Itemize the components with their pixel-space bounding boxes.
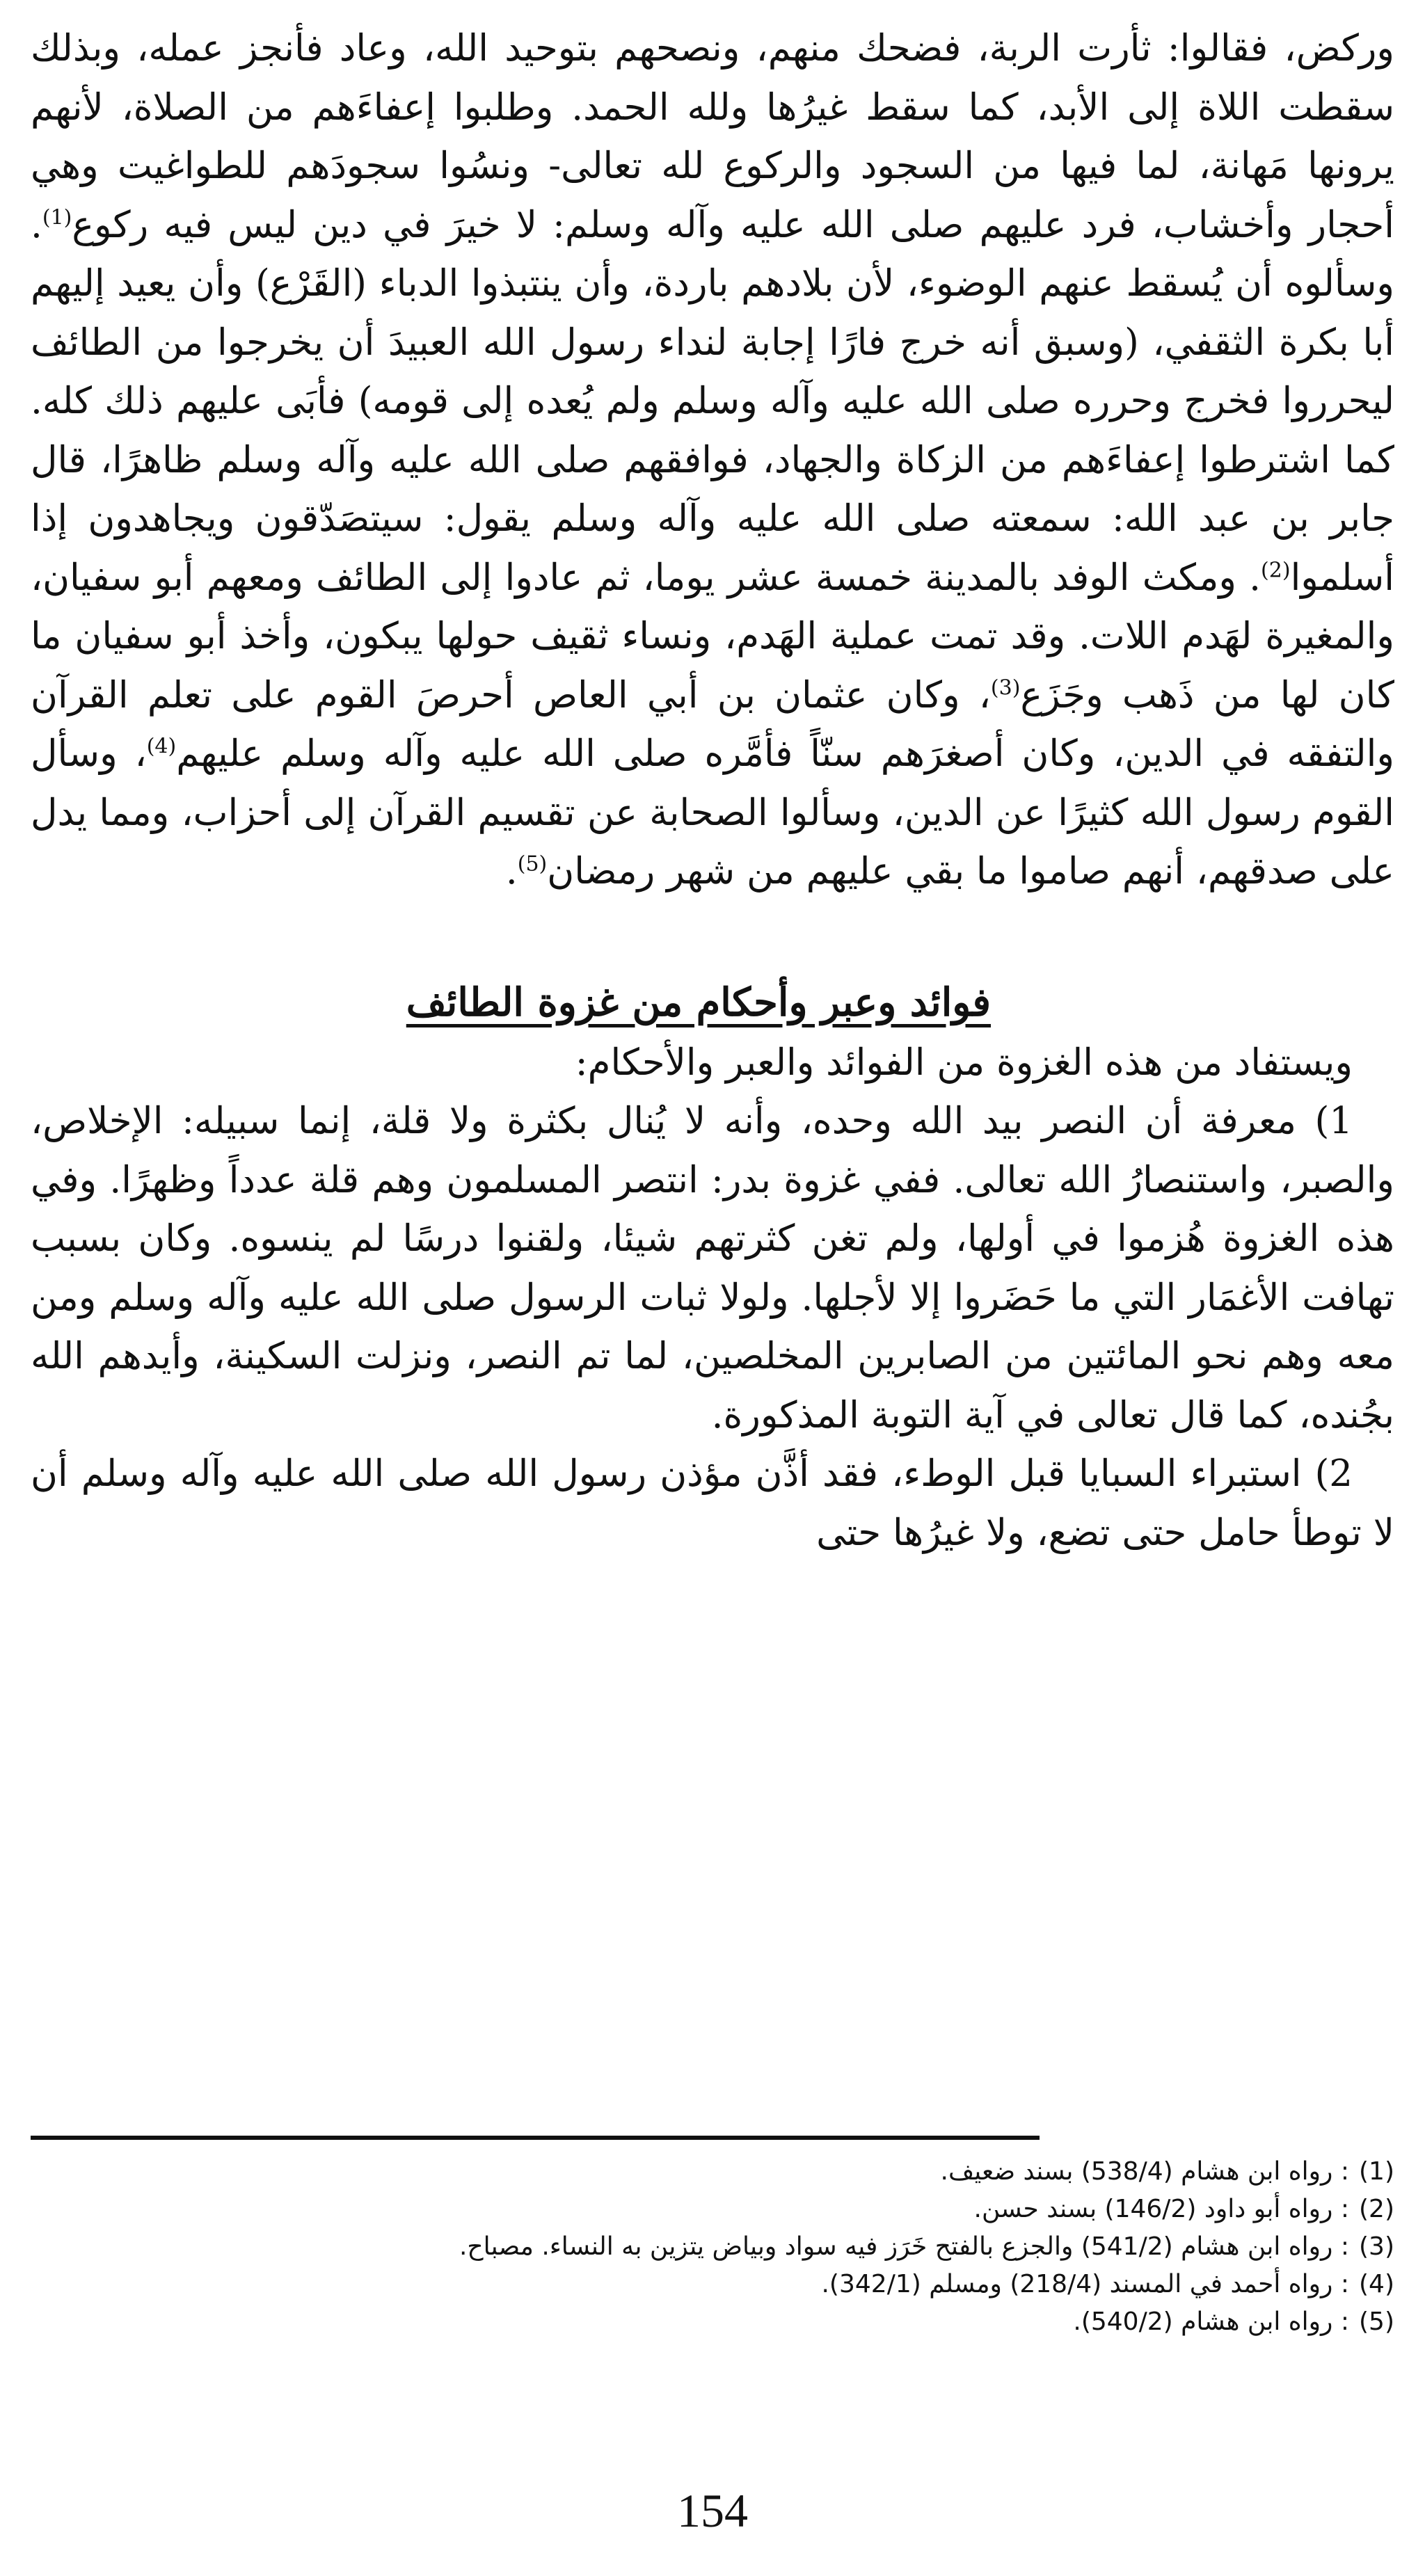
benefit-item-1: 1) معرفة أن النصر بيد الله وحده، وأنه لا يُنال بكثرة ولا قلة، إنما سبيله: الإخلاص، والصبر، واستنصارُ الله تعالى. ففي غزوة بدر: انتصر المسلمون وهم قلة عدداً وظهرًا. وفي هذه الغزوة هُزموا في أولها، ولم تغن كثرتهم شيئا، ولقنوا درسًا لم ينسوه. وكان بسبب تهافت الأغمَار التي ما حَضَروا إلا لأجلها. ولولا ثبات الرسول صلى الله عليه وآله وسلم ومن معه وهم نحو المائتين من الصابرين المخلصين، لما تم النصر، ونزلت السكينة، وأيدهم الله بجُنده، كما قال تعالى في آية التوبة المذكورة. bbox=[31, 1100, 1394, 1437]
footnote-text: : رواه أحمد في المسند (218/4) ومسلم (342/1). bbox=[821, 2270, 1349, 2298]
footnote-text: : رواه أبو داود (146/2) بسند حسن. bbox=[973, 2195, 1349, 2223]
footnote-ref-1[interactable]: (1) bbox=[42, 205, 72, 230]
footnote-number: (5) bbox=[1359, 2307, 1394, 2336]
footnote-number: (4) bbox=[1359, 2270, 1394, 2298]
footnote-1 bbox=[142, 2153, 1394, 2191]
footnote-3 bbox=[142, 2228, 1394, 2266]
footnote-ref-4[interactable]: (4) bbox=[146, 734, 177, 759]
section-intro: ويستفاد من هذه الغزوة من الفوائد والعبر والأحكام: bbox=[575, 1041, 1353, 1084]
footnote-4 bbox=[142, 2266, 1394, 2303]
paragraph-text: ، وكان عثمان بن أبي العاص أحرصَ القوم على تعلم القرآن والتفقه في الدين، وكان أصغرَهم سنّاً فأمَّره صلى الله عليه وآله وسلم عليهم bbox=[31, 673, 1394, 775]
paragraph-text: . ومكث الوفد بالمدينة خمسة عشر يوما، ثم عادوا إلى الطائف ومعهم أبو سفيان، والمغيرة لهَدم اللات. وقد تمت عملية الهَدم، ونساء ثقيف حولها يبكون، وأخذ أبو سفيان ما كان لها من ذَهب وجَزَع bbox=[31, 556, 1394, 717]
footnote-number: (2) bbox=[1359, 2195, 1394, 2223]
paragraph-text: . bbox=[505, 850, 518, 893]
footnote-ref-3[interactable]: (3) bbox=[990, 675, 1021, 700]
footnote-5 bbox=[142, 2303, 1394, 2341]
footnote-ref-2[interactable]: (2) bbox=[1261, 557, 1291, 582]
footnote-text: : رواه ابن هشام (538/4) بسند ضعيف. bbox=[940, 2157, 1349, 2186]
paragraph-text: وركض، فقالوا: ثأرت الربة، فضحك منهم، ونصحهم بتوحيد الله، وعاد فأنجز عمله، وبذلك سقطت اللاة إلى الأبد، كما سقط غيرُها ولله الحمد. وطلبوا إعفاءَهم من الصلاة، لأنهم يرونها مَهانة، لما فيها من السجود والركوع لله تعالى- ونسُوا سجودَهم للطواغيت وهي أحجار وأخشاب، فرد عليهم صلى الله عليه وآله وسلم: لا خيرَ في دين ليس فيه ركوع bbox=[31, 27, 1394, 246]
footnote-text: : رواه ابن هشام (540/2). bbox=[1073, 2307, 1349, 2336]
benefit-item-2: 2) استبراء السبايا قبل الوطء، فقد أذَّن مؤذن رسول الله صلى الله عليه وآله وسلم أن لا توطأ حامل حتى تضع، ولا غيرُها حتى bbox=[31, 1453, 1394, 1554]
paragraph-text: . وسألوه أن يُسقط عنهم الوضوء، لأن بلادهم باردة، وأن ينتبذوا الدباء (القَرْع) وأن يعيد إليهم أبا بكرة الثقفي، (وسبق أنه خرج فارًا إجابة لنداء رسول الله العبيدَ أن يخرجوا من الطائف ليحرروا فخرج وحرره صلى الله عليه وآله وسلم ولم يُعده إلى قومه) فأبَى عليهم ذلك كله. كما اشترطوا إعفاءَهم من الزكاة والجهاد، فوافقهم صلى الله عليه وآله وسلم ظاهرًا، قال جابر بن عبد الله: سمعته صلى الله عليه وآله وسلم يقول: سيتصَدّقون ويجاهدون إذا أسلموا bbox=[31, 203, 1394, 599]
footnote-ref-5[interactable]: (5) bbox=[517, 851, 548, 877]
footnote-divider bbox=[31, 2136, 1040, 2140]
paragraph-text: ، وسأل القوم رسول الله كثيرًا عن الدين، وسألوا الصحابة عن تقسيم القرآن إلى أحزاب، ومما يدل على صدقهم، أنهم صاموا ما بقي عليهم من شهر رمضان bbox=[31, 733, 1394, 893]
page-number: 154 bbox=[677, 2484, 748, 2537]
footnotes-list bbox=[142, 2153, 1394, 2341]
body-paragraph-1 bbox=[31, 19, 1394, 902]
footnote-2 bbox=[142, 2191, 1394, 2228]
footnote-number: (1) bbox=[1359, 2157, 1394, 2186]
footnote-text: : رواه ابن هشام (541/2) والجزع بالفتح خَرَز فيه سواد وبياض يتزين به النساء. مصباح. bbox=[459, 2232, 1349, 2261]
footnote-number: (3) bbox=[1359, 2232, 1394, 2261]
section-heading: فوائد وعبر وأحكام من غزوة الطائف bbox=[406, 979, 991, 1025]
